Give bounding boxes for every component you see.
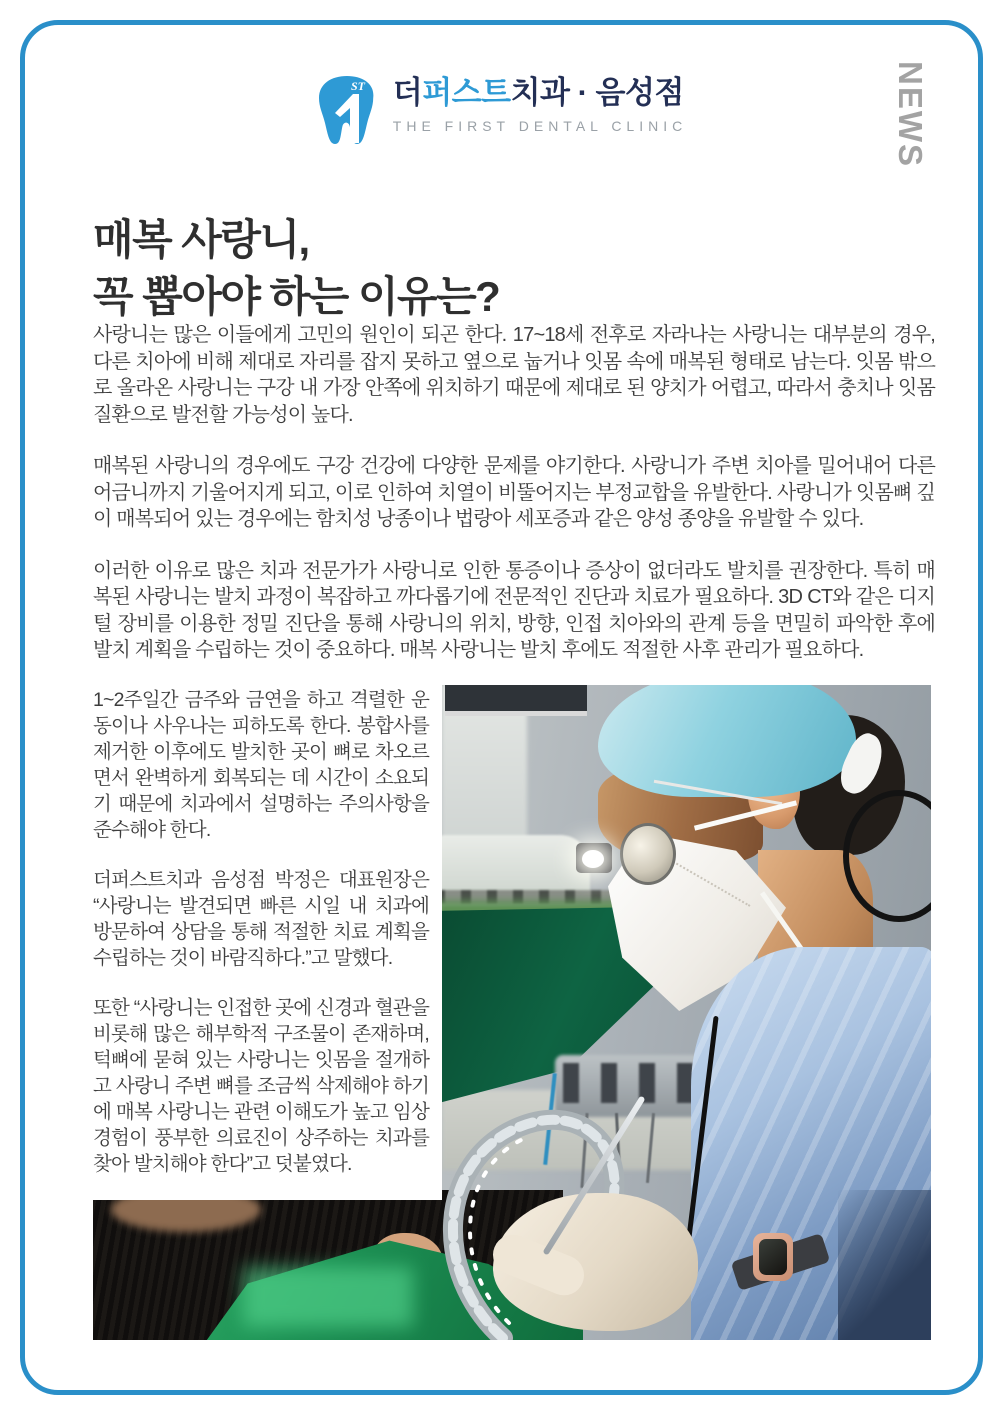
photo-loupe-lens bbox=[620, 823, 676, 885]
column-paragraph: 1~2주일간 금주와 금연을 하고 격렬한 운동이나 사우나는 피하도록 한다. 봉합사를 제거한 이후에도 발치한 곳이 뼈로 차오르면서 완벽하게 회복되는 데 시간이 소요되기 때문에 치과에서 설명하는 주의사항을 준수해야 한다. bbox=[93, 689, 429, 841]
article-body bbox=[93, 322, 935, 689]
brand-highlight: 퍼스트 bbox=[422, 75, 511, 110]
page-title bbox=[93, 211, 499, 325]
clinic-brand-name bbox=[393, 75, 687, 111]
article-paragraph: 매복된 사랑니의 경우에도 구강 건강에 다양한 문제를 야기한다. 사랑니가 주변 치아를 밀어내어 다른 어금니까지 기울어지게 되고, 이로 인하여 치열이 비뚤어지는 부정교합을 유발한다. 사랑니가 잇몸뼈 깊이 매복되어 있는 경우에는 함치성 낭종이나 법랑아 세포증과 같은 양성 종양을 유발할 수 있다. bbox=[93, 455, 935, 530]
photo-gown-shadow bbox=[838, 1190, 931, 1340]
brand-prefix: 더 bbox=[392, 75, 423, 110]
photo-surgical-cap bbox=[598, 685, 856, 797]
headline-line-1: 매복 사랑니, bbox=[93, 216, 309, 264]
photo-headlight-glow bbox=[582, 850, 604, 868]
clinic-subtitle: THE FIRST DENTAL CLINIC bbox=[392, 117, 688, 134]
media-section bbox=[93, 685, 931, 1340]
photo-watch-screen bbox=[759, 1239, 787, 1275]
article-paragraph: 이러한 이유로 많은 치과 전문가가 사랑니로 인한 통증이나 증상이 없더라도 발치를 권장한다. 특히 매복된 사랑니는 발치 과정이 복잡하고 까다롭기에 전문적인 진단과 치료가 필요하다. 3D CT와 같은 디지털 장비를 이용한 정밀 진단을 통해 사랑니의 위치, 방향, 인접 치아와의 관계 등을 면밀히 파악한 후에 발치 계획을 수립하는 것이 중요하다. 매복 사랑니는 발치 후에도 적절한 사후 관리가 필요하다. bbox=[93, 559, 935, 661]
tooth-logo-st-text: ST bbox=[350, 79, 365, 93]
headline-line-2: 꼭 뽑아야 하는 이유는? bbox=[93, 273, 500, 321]
brand-suffix: 치과 · 음성점 bbox=[510, 75, 684, 110]
tooth-logo-icon bbox=[316, 75, 378, 147]
column-paragraph-quote: 더퍼스트치과 음성점 박정은 대표원장은 “사랑니는 발견되면 빠른 시일 내 치과에 방문하여 상담을 통해 적절한 치료 계획을 수립하는 것이 바람직하다.”고 말했다. bbox=[93, 869, 429, 969]
news-card bbox=[20, 20, 983, 1395]
column-paragraph-quote: 또한 “사랑니는 인접한 곳에 신경과 혈관을 비롯해 많은 해부학적 구조물이 존재하며, 턱뼈에 묻혀 있는 사랑니는 잇몸을 절개하고 사랑니 주변 뼈를 조금씩 삭제해야 하기에 매복 사랑니는 관련 이해도가 높고 임상 경험이 풍부한 의료진이 상주하는 치과를 찾아 발치해야 한다”고 덧붙였다. bbox=[93, 997, 429, 1175]
article-paragraph: 사랑니는 많은 이들에게 고민의 원인이 되곤 한다. 17~18세 전후로 자라나는 사랑니는 대부분의 경우, 다른 치아에 비해 제대로 자리를 잡지 못하고 옆으로 눕거나 잇몸 속에 매복된 형태로 남는다. 잇몸 밖으로 올라온 사랑니는 구강 내 가장 안쪽에 위치하기 때문에 제대로 된 양치가 어렵고, 따라서 충치나 잇몸 질환으로 발전할 가능성이 높다. bbox=[93, 324, 935, 426]
clinic-logo-text bbox=[393, 75, 687, 134]
overlay-text-column bbox=[93, 685, 442, 1200]
news-label: NEWS bbox=[892, 61, 929, 168]
photo-machine bbox=[435, 835, 590, 895]
clinic-logo bbox=[25, 75, 978, 147]
photo-drape-highlight bbox=[243, 1267, 413, 1327]
photo-picture-frame bbox=[445, 685, 587, 716]
